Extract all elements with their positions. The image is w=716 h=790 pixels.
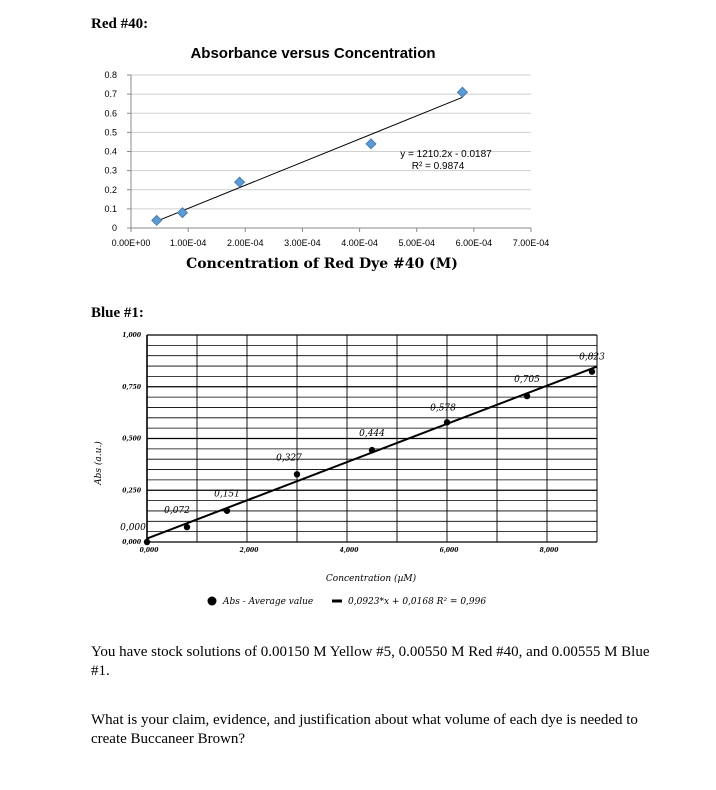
blue-data-label: 0,151	[214, 489, 240, 500]
stock-solutions-paragraph: You have stock solutions of 0.00150 M Yellow #5, 0.00550 M Red #40, and 0.00555 M Blue #1.	[91, 644, 650, 679]
red-y-tick-label: 0.4	[104, 146, 117, 157]
red-y-tick-label: 0.3	[104, 165, 117, 176]
blue-data-point	[144, 539, 150, 545]
red-data-point	[366, 139, 376, 149]
red-x-tick-label: 3.00E-04	[284, 238, 321, 248]
question-paragraph: What is your claim, evidence, and justification about what volume of each dye is needed to create Buccaneer Brown?	[91, 712, 638, 747]
blue-data-point	[184, 524, 190, 530]
red-x-tick-label: 2.00E-04	[227, 238, 264, 248]
blue-dye-heading: Blue #1:	[91, 305, 144, 321]
red-y-tick-label: 0.5	[104, 127, 117, 138]
blue-data-point	[224, 508, 230, 514]
blue-x-tick-label: 4,000	[339, 547, 359, 554]
red-data-point	[235, 177, 245, 187]
red-x-tick-label: 1.00E-04	[169, 238, 207, 248]
blue-y-tick-label: 0,000	[122, 539, 141, 546]
red-data-point	[152, 215, 162, 225]
blue-data-label: 0,705	[514, 375, 540, 386]
blue-x-tick-label: 8,000	[539, 547, 559, 554]
red-y-tick-label: 0.2	[104, 184, 117, 195]
red-y-tick-label: 0.8	[104, 70, 117, 80]
blue-y-tick-label: 0,500	[122, 435, 141, 443]
blue-data-label: 0,000	[120, 523, 146, 533]
blue-y-axis-label: Abs (a.u.)	[94, 441, 104, 485]
legend-point-marker	[208, 597, 217, 606]
red-y-tick-label: 0.7	[104, 89, 117, 100]
red-equation: y = 1210.2x - 0.0187	[400, 149, 492, 160]
red-absorbance-chart	[104, 45, 549, 272]
red-x-axis-label: Concentration of Red Dye #40 (M)	[186, 256, 458, 272]
legend-points-label: Abs - Average value	[223, 597, 314, 607]
red-chart-title: Absorbance versus Concentration	[190, 45, 436, 62]
blue-data-label: 0,444	[359, 429, 385, 440]
blue-y-tick-label: 1,000	[122, 332, 141, 339]
blue-data-label: 0,327	[276, 453, 302, 464]
blue-data-label: 0,072	[164, 506, 190, 517]
blue-absorbance-chart	[93, 332, 605, 607]
blue-data-point	[524, 393, 530, 399]
red-dye-heading: Red #40:	[91, 16, 149, 32]
red-y-tick-label: 0.6	[104, 108, 117, 119]
blue-x-tick-label: 2,000	[239, 547, 259, 554]
red-x-tick-label: 5.00E-04	[398, 238, 435, 248]
red-x-tick-label: 7.00E-04	[512, 238, 550, 248]
red-x-tick-label: 0.00E+00	[111, 238, 151, 248]
blue-y-tick-label: 0,750	[122, 383, 141, 391]
red-x-tick-label: 4.00E-04	[341, 238, 378, 248]
blue-data-point	[369, 447, 375, 453]
blue-data-label: 0,823	[579, 352, 605, 363]
blue-x-tick-label: 0,000	[139, 547, 159, 554]
red-data-point	[457, 87, 467, 97]
legend-fit-label: 0,0923*x + 0,0168 R² = 0,996	[348, 597, 487, 607]
blue-data-point	[294, 471, 300, 477]
blue-data-point	[589, 368, 595, 374]
red-y-tick-label: 0	[111, 223, 117, 233]
blue-x-axis-label: Concentration (µM)	[325, 574, 417, 584]
red-x-tick-label: 6.00E-04	[455, 238, 493, 248]
red-r-squared: R² = 0.9874	[411, 161, 465, 172]
red-y-tick-label: 0.1	[104, 203, 117, 214]
blue-x-tick-label: 6,000	[439, 547, 459, 554]
blue-y-tick-label: 0,250	[122, 487, 141, 495]
blue-data-point	[444, 419, 450, 425]
blue-data-label: 0,578	[430, 403, 456, 414]
